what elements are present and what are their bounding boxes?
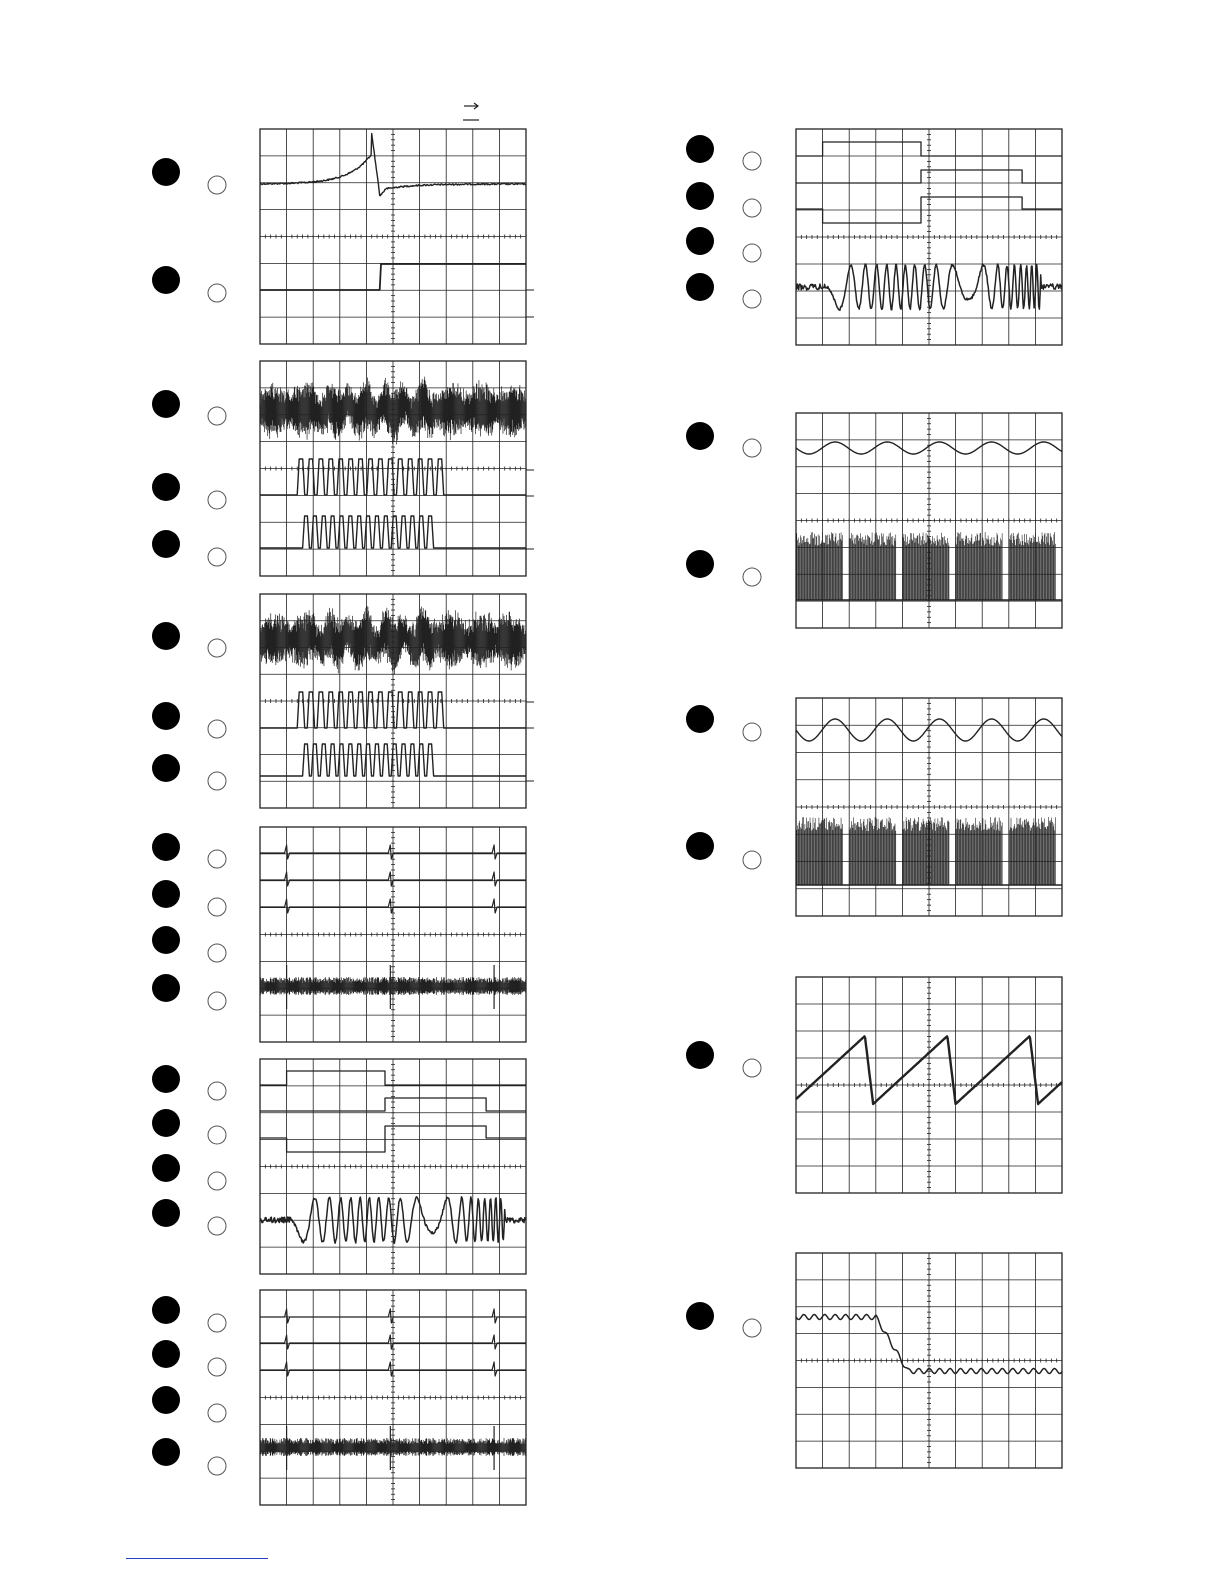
- channel-badge: [686, 227, 714, 255]
- probe-circle: [208, 1404, 226, 1422]
- probe-circle: [743, 568, 761, 586]
- probe-circle: [208, 1082, 226, 1100]
- channel-badge: [686, 422, 714, 450]
- probe-circle: [208, 944, 226, 962]
- scope-grid: [796, 129, 1062, 345]
- channel-badge: [152, 1296, 180, 1324]
- trace-digital-burst: [796, 817, 1062, 885]
- channel-badge: [152, 702, 180, 730]
- probe-circle: [743, 199, 761, 217]
- probe-circle: [208, 1217, 226, 1235]
- scope-panel-left-4: [152, 827, 526, 1042]
- channel-badge: [686, 182, 714, 210]
- probe-circle: [208, 284, 226, 302]
- channel-badge: [152, 833, 180, 861]
- probe-circle: [743, 1059, 761, 1077]
- probe-circle: [208, 176, 226, 194]
- probe-circle: [208, 639, 226, 657]
- trace-noise-burst: [260, 606, 525, 675]
- probe-circle: [743, 152, 761, 170]
- probe-circle: [208, 720, 226, 738]
- channel-badge: [686, 1302, 714, 1330]
- channel-badge: [686, 550, 714, 578]
- channel-badge: [686, 705, 714, 733]
- channel-badge: [686, 832, 714, 860]
- channel-badge: [152, 1065, 180, 1093]
- scope-panel-left-5: [152, 1059, 526, 1274]
- probe-circle: [743, 723, 761, 741]
- probe-circle: [208, 548, 226, 566]
- scope-panel-left-2: [152, 361, 534, 576]
- probe-circle: [208, 1172, 226, 1190]
- probe-circle: [208, 491, 226, 509]
- probe-circle: [208, 1358, 226, 1376]
- channel-badge: [686, 1041, 714, 1069]
- scope-panel-right-2: [686, 413, 1062, 628]
- probe-circle: [208, 850, 226, 868]
- channel-badge: [152, 1109, 180, 1137]
- scope-grid: [260, 827, 526, 1042]
- probe-circle: [208, 772, 226, 790]
- channel-badge: [152, 473, 180, 501]
- scope-panel-right-1: [686, 129, 1062, 345]
- trace-digital-burst: [796, 532, 1062, 600]
- scope-panel-right-3: [686, 698, 1062, 916]
- channel-badge: [152, 158, 180, 186]
- channel-badge: [152, 1340, 180, 1368]
- arrow-icon: [463, 103, 479, 120]
- probe-circle: [208, 898, 226, 916]
- probe-circle: [743, 439, 761, 457]
- channel-badge: [152, 266, 180, 294]
- channel-badge: [152, 754, 180, 782]
- probe-circle: [743, 851, 761, 869]
- channel-badge: [152, 1154, 180, 1182]
- probe-circle: [743, 290, 761, 308]
- channel-badge: [152, 622, 180, 650]
- probe-circle: [208, 407, 226, 425]
- scope-grid: [796, 977, 1062, 1193]
- channel-badge: [152, 1386, 180, 1414]
- probe-circle: [743, 244, 761, 262]
- channel-badge: [686, 135, 714, 163]
- scope-grid: [260, 1290, 526, 1505]
- scope-panel-left-3: [152, 594, 534, 808]
- channel-badge: [152, 530, 180, 558]
- probe-circle: [208, 1314, 226, 1332]
- scope-panel-right-4: [686, 977, 1062, 1193]
- scope-grid: [260, 129, 526, 344]
- probe-circle: [743, 1319, 761, 1337]
- channel-badge: [152, 974, 180, 1002]
- scope-panel-right-5: [686, 1253, 1062, 1468]
- probe-circle: [208, 1126, 226, 1144]
- scope-panel-left-6: [152, 1290, 526, 1505]
- footer-rule: [126, 1558, 268, 1559]
- scope-panel-left-1: [152, 129, 534, 344]
- channel-badge: [152, 1199, 180, 1227]
- channel-badge: [152, 1438, 180, 1466]
- channel-badge: [152, 880, 180, 908]
- channel-badge: [152, 926, 180, 954]
- scope-grid: [796, 1253, 1062, 1468]
- probe-circle: [208, 1457, 226, 1475]
- channel-badge: [152, 390, 180, 418]
- probe-circle: [208, 992, 226, 1010]
- channel-badge: [686, 273, 714, 301]
